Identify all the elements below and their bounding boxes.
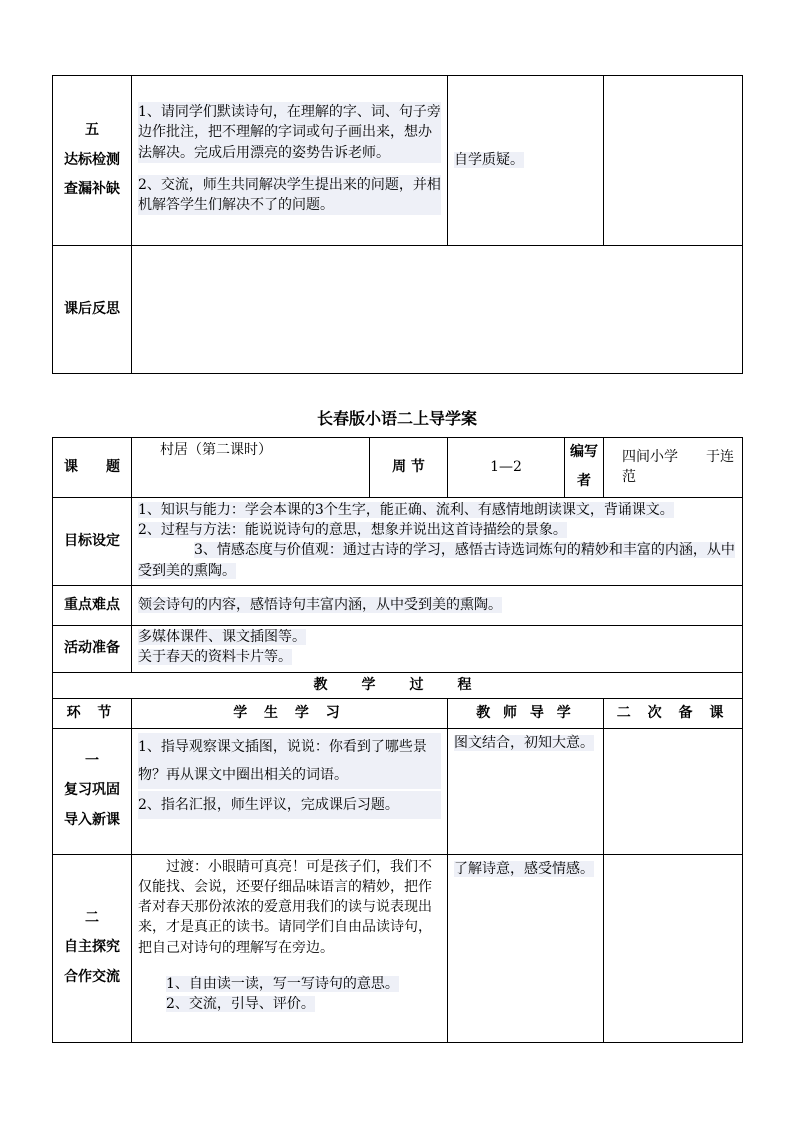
document-title: 长春版小语二上导学案 <box>316 409 477 428</box>
preparation-cell <box>132 625 743 672</box>
goal-label: 目标设定 <box>53 497 132 585</box>
student-step-1: 1、请同学们默读诗句，在理解的字、词、句子旁边作批注，把不理解的字词或句子画出来，想办法解决。完成后用漂亮的姿势告诉老师。 <box>138 102 441 163</box>
step-1-student-cell <box>132 728 448 854</box>
goal-knowledge: 1、知识与能力：学会本课的3个生字，能正确、流利、有感情地朗读课文，背诵课文。 <box>138 501 674 518</box>
step-1-teacher-cell <box>448 728 604 854</box>
step-title-line2: 查漏补缺 <box>64 181 120 198</box>
teacher-guide-text: 自学质疑。 <box>454 152 524 169</box>
step-2-teacher-text: 了解诗意，感受情感。 <box>454 860 594 877</box>
step-1-label <box>53 728 132 854</box>
goal-process: 2、过程与方法：能说说诗句的意思，想象并说出这首诗描绘的景象。 <box>138 522 567 539</box>
preparation-item-2: 关于春天的资料卡片等。 <box>138 649 292 666</box>
author-label: 编写者 <box>565 438 604 498</box>
step-2-student-item-2: 2、交流，引导、评价。 <box>166 996 315 1013</box>
step-2-title-line1: 自主探究 <box>64 939 120 956</box>
topic-value: 村居（第二课时） <box>132 438 370 498</box>
step-1-student-item-2: 2、指名汇报，师生评议，完成课后习题。 <box>138 791 441 819</box>
student-step-2: 2、交流，师生共同解决学生提出来的问题，并相机解答学生们解决不了的问题。 <box>138 175 441 216</box>
week-value: 1—2 <box>448 438 565 498</box>
author-value: 四间小学 于连范 <box>604 438 743 498</box>
goal-cell <box>132 497 743 585</box>
topic-label: 课 题 <box>53 438 132 498</box>
key-points-label: 重点难点 <box>53 585 132 625</box>
step-2-student-intro: 过渡：小眼睛可真亮！可是孩子们，我们不仅能找、会说，还要仔细品味语言的精妙，把作者对春天那份浓浓的爱意用我们的读与说表现出来，才是真正的读书。请同学们自由品读诗句，把自己对诗句的理解写在旁边。 <box>138 858 432 956</box>
preparation-item-1: 多媒体课件、课文插图等。 <box>138 628 306 645</box>
step-2-student-item-1: 1、自由读一读，写一写诗句的意思。 <box>166 976 399 993</box>
step-1-title-line2: 导入新课 <box>64 811 120 828</box>
step-1-number: 一 <box>85 752 99 769</box>
step-2-label <box>53 854 132 1042</box>
step-number: 五 <box>85 122 99 139</box>
student-learning-cell <box>132 76 448 246</box>
lesson-plan-table <box>52 437 743 1043</box>
teacher-guide-cell <box>448 76 604 246</box>
lesson-table-continued <box>52 75 743 374</box>
process-header: 教 学 过 程 <box>53 672 743 698</box>
reflection-label: 课后反思 <box>53 246 132 374</box>
second-prep-cell <box>604 76 743 246</box>
key-points-text: 领会诗句的内容，感悟诗句丰富内涵，从中受到美的熏陶。 <box>138 597 502 614</box>
step-1-backup-cell <box>604 728 743 854</box>
col-header-teacher: 教 师 导 学 <box>448 698 604 728</box>
step-1-teacher-text: 图文结合，初知大意。 <box>454 734 594 751</box>
step-2-backup-cell <box>604 854 743 1042</box>
col-header-student: 学 生 学 习 <box>132 698 448 728</box>
step-2-title-line2: 合作交流 <box>64 968 120 985</box>
week-label: 周 节 <box>370 438 448 498</box>
step-2-student-cell <box>132 854 448 1042</box>
col-header-step: 环 节 <box>53 698 132 728</box>
preparation-label: 活动准备 <box>53 625 132 672</box>
col-header-backup: 二 次 备 课 <box>604 698 743 728</box>
step-1-title-line1: 复习巩固 <box>64 782 120 799</box>
step-label <box>53 76 132 246</box>
step-1-student-item-1: 1、指导观察课文插图，说说：你看到了哪些景物？再从课文中圈出相关的词语。 <box>138 733 441 789</box>
step-2-teacher-cell <box>448 854 604 1042</box>
step-2-number: 二 <box>85 909 99 926</box>
goal-emotion: 3、情感态度与价值观：通过古诗的学习，感悟古诗选词炼句的精妙和丰富的内涵，从中受到美的熏陶。 <box>138 542 735 579</box>
reflection-cell <box>132 246 743 374</box>
step-title-line1: 达标检测 <box>64 151 120 168</box>
